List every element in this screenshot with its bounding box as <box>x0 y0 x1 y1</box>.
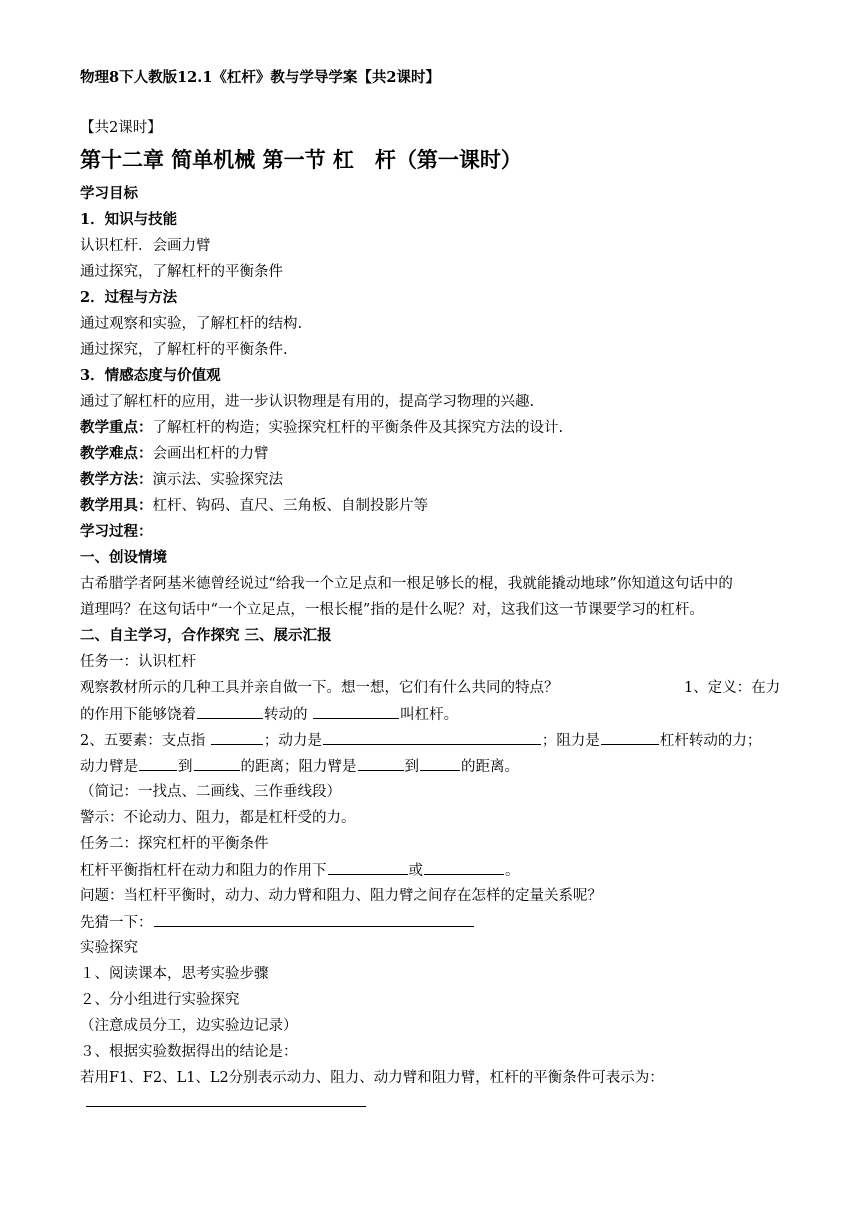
key-points-label: 教学重点： <box>80 419 153 436</box>
task2-guess <box>80 912 475 933</box>
key-points <box>80 418 563 438</box>
session-tag: 【共2课时】 <box>80 120 162 136</box>
methods <box>80 470 283 490</box>
balance-text: 或 <box>408 863 423 879</box>
blank-field[interactable] <box>194 756 240 771</box>
five-elements-text: 2、五要素：支点指 <box>80 733 206 749</box>
formula-prompt: 若用F1、F2、L1、L2分别表示动力、阻力、动力臂和阻力臂，杠杆的平衡条件可表示为： <box>80 1070 664 1086</box>
section1-heading: 一、创设情境 <box>80 549 167 566</box>
experiment-step: １、阅读课本，思考实验步骤 <box>80 966 269 982</box>
process-line: 通过探究，了解杠杆的平衡条件. <box>80 342 288 358</box>
task1-definition <box>80 704 458 725</box>
knowledge-line: 认识杠杆．会画力臂 <box>80 238 211 254</box>
blank-field[interactable] <box>601 730 659 745</box>
task1-memo: （简记：一找点、二画线、三作垂线段） <box>80 784 341 800</box>
experiment-step: ３、根据实验数据得出的结论是： <box>80 1044 298 1060</box>
methods-label: 教学方法： <box>80 471 153 488</box>
attitude-line: 通过了解杠杆的应用，进一步认识物理是有用的，提高学习物理的兴趣. <box>80 394 535 410</box>
five-elements-text: ；动力是 <box>263 733 322 749</box>
arms-text: 的距离。 <box>461 759 519 775</box>
guess-blank-field[interactable] <box>154 912 474 927</box>
arms-text: 到 <box>178 759 193 775</box>
task1-five-elements <box>80 730 761 751</box>
process-line: 通过观察和实验，了解杠杆的结构. <box>80 316 303 332</box>
task1-observe: 观察教材所示的几种工具并亲自做一下。想一想，它们有什么共同的特点？ <box>80 680 559 696</box>
objectives-heading: 学习目标 <box>80 185 138 202</box>
experiment-heading: 实验探究 <box>80 940 138 956</box>
blank-field[interactable] <box>424 860 504 875</box>
methods-text: 演示法、实验探究法 <box>152 472 283 488</box>
balance-text: 。 <box>505 863 520 879</box>
blank-field[interactable] <box>139 756 177 771</box>
section1-para: 道理吗？在这句话中“一个立足点，一根长棍”指的是什么呢？对，这我们这一节课要学习的杠杆。 <box>80 602 704 618</box>
definition-text: 的作用下能够饶着 <box>80 707 196 723</box>
blank-field[interactable] <box>420 756 460 771</box>
experiment-note: （注意成员分工，边实验边记录） <box>80 1018 298 1034</box>
blank-field[interactable] <box>358 756 404 771</box>
blank-field[interactable] <box>323 730 541 745</box>
attitude-heading: 3．情感态度与价值观 <box>80 367 221 384</box>
blank-field[interactable] <box>313 704 399 719</box>
definition-text: 叫杠杆。 <box>400 707 459 723</box>
difficulty-label: 教学难点： <box>80 445 153 462</box>
tools <box>80 496 428 516</box>
task2-title: 任务二：探究杠杆的平衡条件 <box>80 836 269 852</box>
process-heading: 2．过程与方法 <box>80 289 178 306</box>
blank-field[interactable] <box>328 860 408 875</box>
arms-text: 的距离；阻力臂是 <box>240 759 357 775</box>
blank-field[interactable] <box>197 704 263 719</box>
tools-label: 教学用具： <box>80 497 153 514</box>
difficulty-text: 会画出杠杆的力臂 <box>152 446 269 462</box>
key-points-text: 了解杠杆的构造；实验探究杠杆的平衡条件及其探究方法的设计. <box>152 420 564 436</box>
process-heading-main: 学习过程： <box>80 523 153 540</box>
tools-text: 杠杆、钩码、直尺、三角板、自制投影片等 <box>152 498 428 514</box>
chapter-title: 第十二章 简单机械 第一节 杠 杆（第一课时） <box>80 147 522 172</box>
definition-text: 转动的 <box>264 707 308 723</box>
task1-warning: 警示：不论动力、阻力，都是杠杆受的力。 <box>80 810 356 826</box>
task2-question: 问题：当杠杆平衡时，动力、动力臂和阻力、阻力臂之间存在怎样的定量关系呢？ <box>80 888 602 904</box>
section1-para: 古希腊学者阿基米德曾经说过“给我一个立足点和一根足够长的棍，我就能撬动地球”你知道这句话中的 <box>80 576 733 592</box>
guess-label: 先猜一下： <box>80 915 153 931</box>
knowledge-heading: 1．知识与技能 <box>80 211 178 228</box>
task2-balance <box>80 860 520 881</box>
five-elements-text: 杠杆转动的力； <box>659 733 762 749</box>
arms-text: 动力臂是 <box>80 759 138 775</box>
difficulty <box>80 444 269 464</box>
formula-answer-line[interactable] <box>86 1106 366 1107</box>
five-elements-text: ；阻力是 <box>541 733 600 749</box>
arms-text: 到 <box>404 759 419 775</box>
task1-arms <box>80 756 519 777</box>
section2-heading: 二、自主学习，合作探究 三、展示汇报 <box>80 627 332 644</box>
experiment-step: ２、分小组进行实验探究 <box>80 992 240 1008</box>
task1-title: 任务一：认识杠杆 <box>80 654 196 670</box>
task1-definition-start: 1、定义：在力 <box>684 680 781 696</box>
doc-title: 物理8下人教版12.1《杠杆》教与学导学案【共2课时】 <box>80 69 440 86</box>
balance-text: 杠杆平衡指杠杆在动力和阻力的作用下 <box>80 863 327 879</box>
knowledge-line: 通过探究，了解杠杆的平衡条件 <box>80 264 283 280</box>
blank-field[interactable] <box>211 730 263 745</box>
